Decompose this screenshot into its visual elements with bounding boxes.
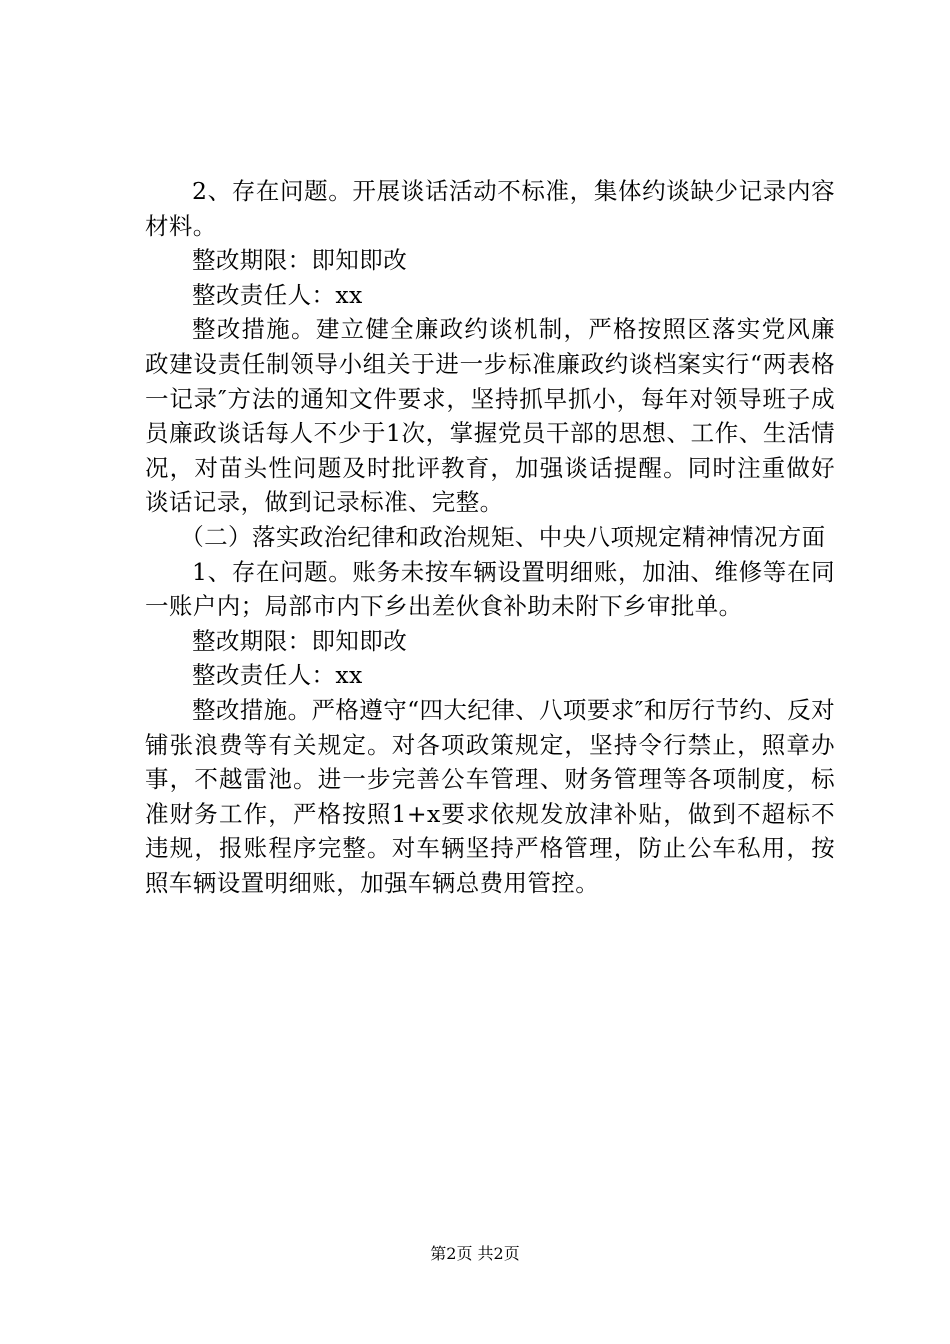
document-body (145, 174, 835, 900)
paragraph-problem-2: 2、存在问题。开展谈话活动不标准，集体约谈缺少记录内容材料。 (145, 177, 835, 240)
paragraph-responsible-2: 整改责任人：xx (192, 661, 363, 690)
page-number: 第2页 共2页 (430, 1244, 520, 1263)
paragraph-responsible-1: 整改责任人：xx (192, 280, 363, 309)
page-footer (0, 1244, 950, 1264)
paragraph-measures-2: 整改措施。严格遵守“四大纪律、八项要求″和厉行节约、反对铺张浪费等有关规定。对各项政策规定，坚持令行禁止，照章办事，不越雷池。进一步完善公车管理、财务管理等各项制度，标准财务工作，严格按照1+x要求依规发放津补贴，做到不超标不违规，报账程序完整。对车辆坚持严格管理，防止公车私用，按照车辆设置明细账，加强车辆总费用管控。 (145, 695, 835, 897)
paragraph-measures-1: 整改措施。建立健全廉政约谈机制，严格按照区落实党风廉政建设责任制领导小组关于进一步标准廉政约谈档案实行“两表格一记录″方法的通知文件要求，坚持抓早抓小，每年对领导班子成员廉政谈话每人不少于1次，掌握党员干部的思想、工作、生活情况，对苗头性问题及时批评教育，加强谈话提醒。同时注重做好谈话记录，做到记录标准、完整。 (145, 315, 835, 517)
paragraph-deadline-2: 整改期限：即知即改 (192, 626, 408, 655)
paragraph-problem-1: 1、存在问题。账务未按车辆设置明细账，加油、维修等在同一账户内；局部市内下乡出差伙食补助未附下乡审批单。 (145, 557, 835, 621)
section-heading-2: （二）落实政治纪律和政治规矩、中央八项规定精神情况方面 (180, 522, 826, 551)
paragraph-deadline-1: 整改期限：即知即改 (192, 246, 408, 275)
